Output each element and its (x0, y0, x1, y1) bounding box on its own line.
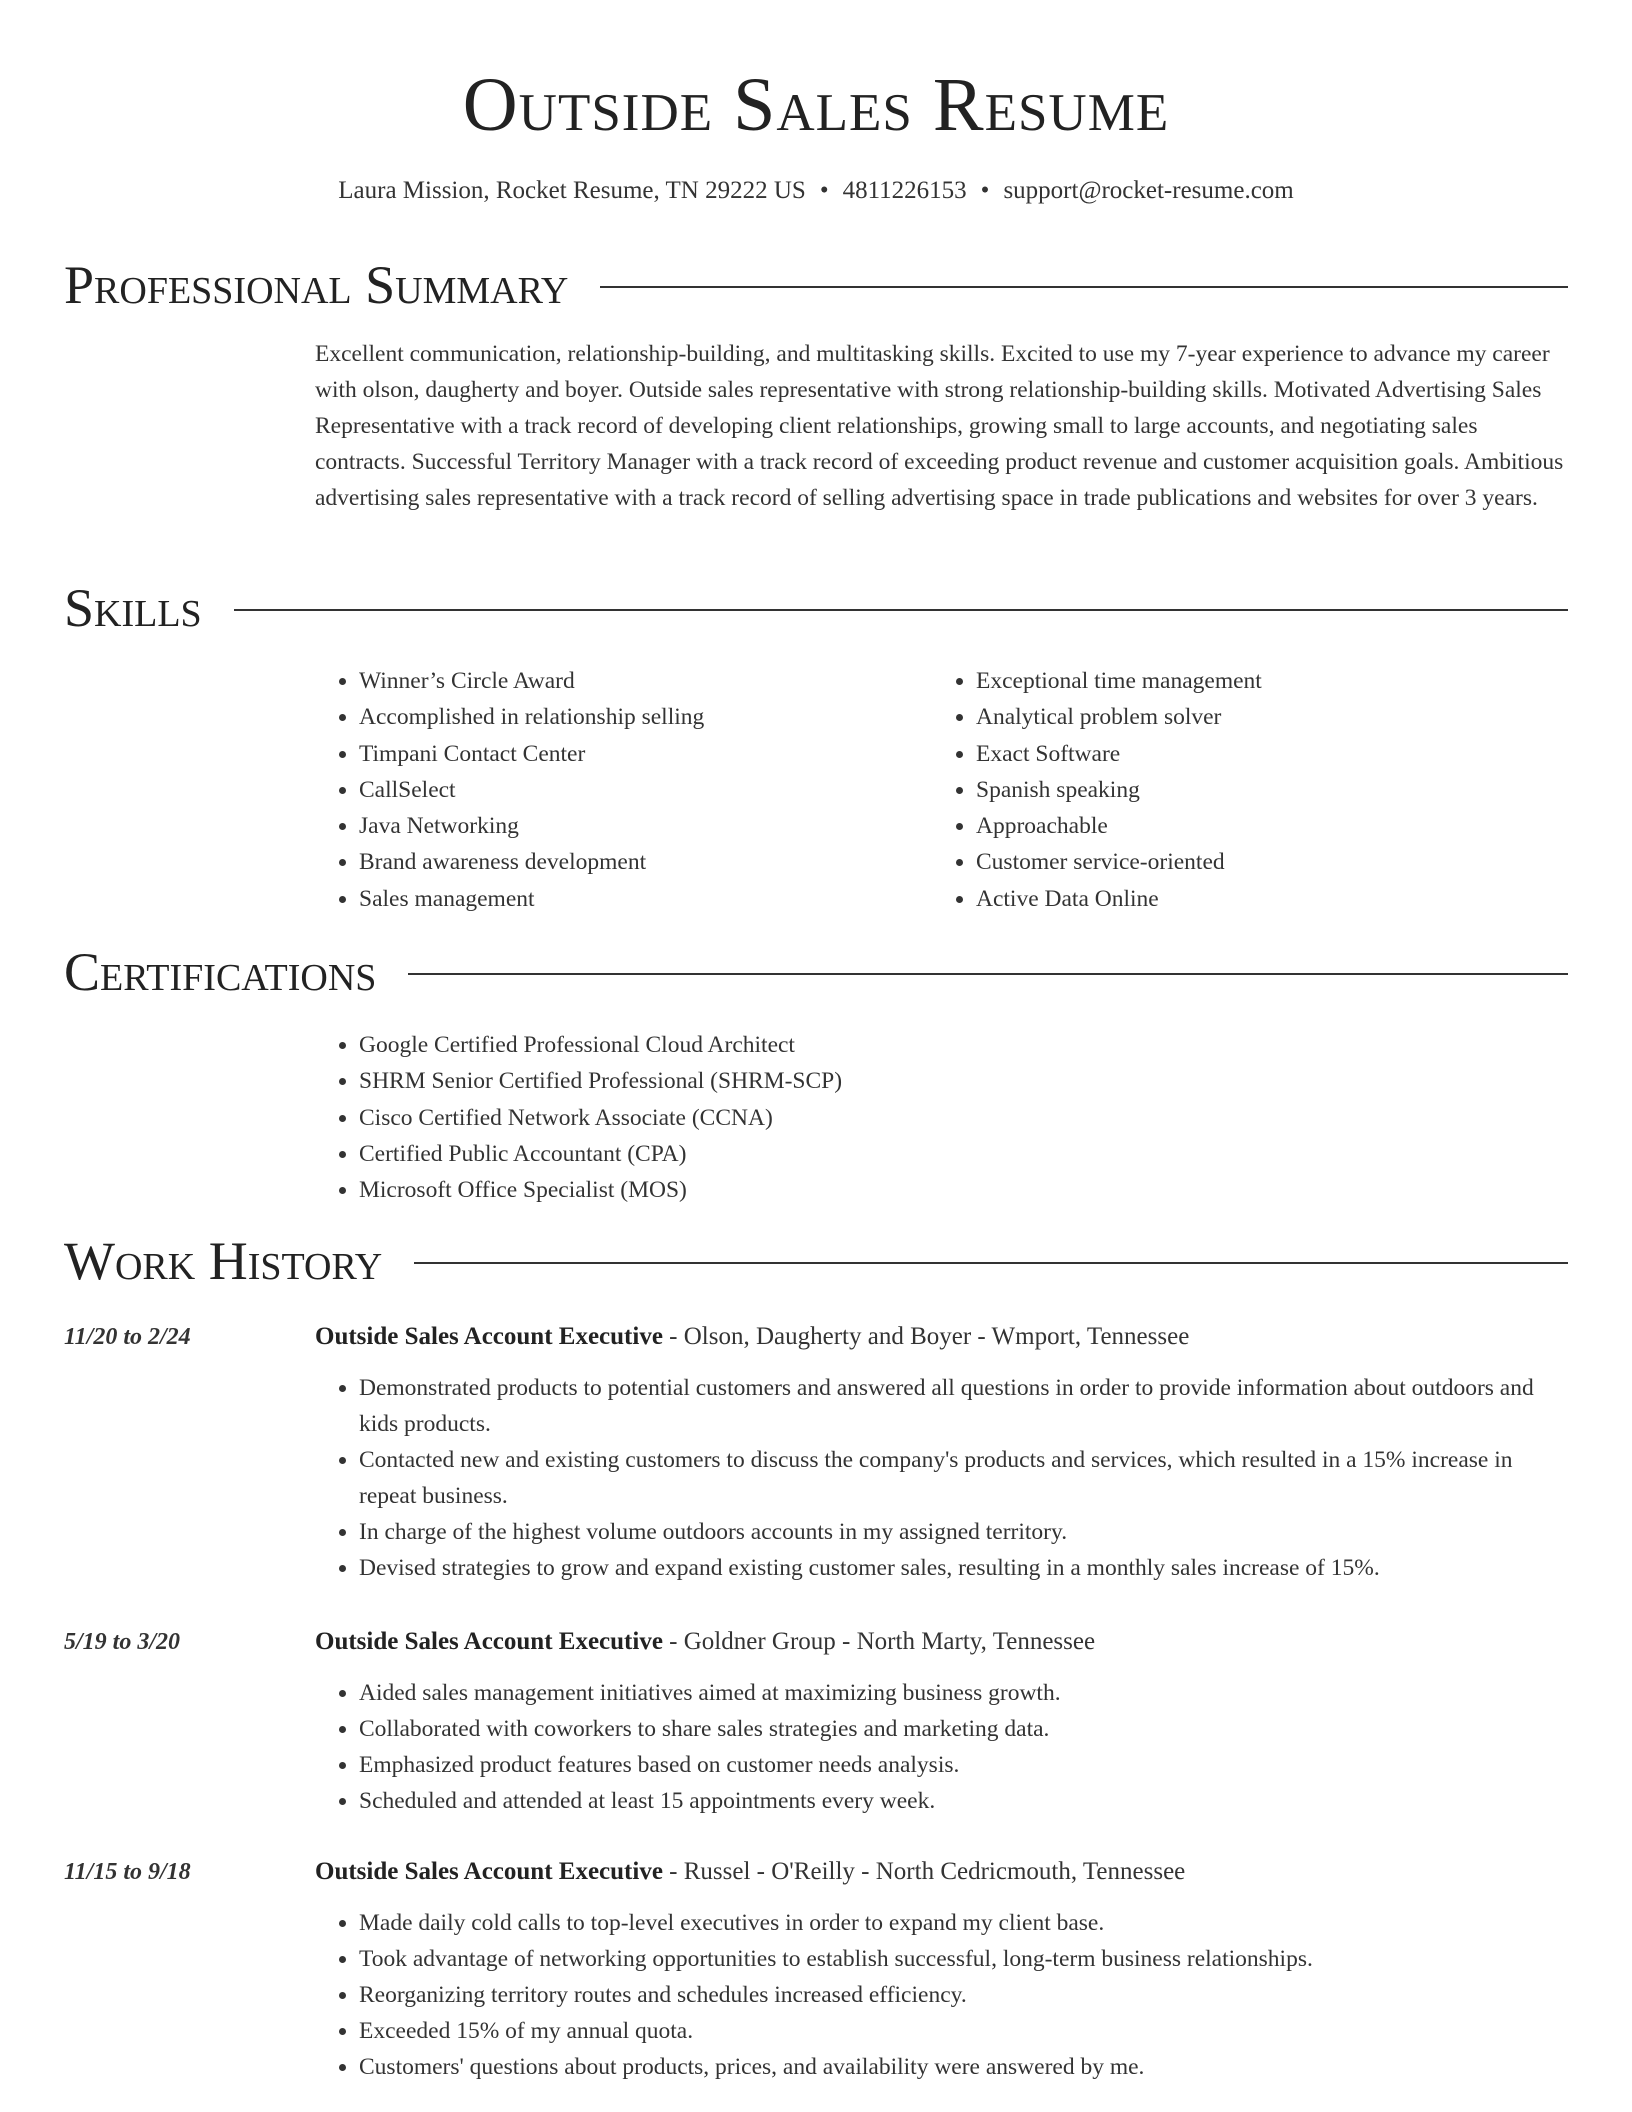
skill-item: • Exceptional time management (976, 663, 1552, 699)
certification-item: • SHRM Senior Certified Professional (SHRM-SCP) (359, 1063, 1215, 1099)
contact-line (0, 174, 1632, 208)
certification-item: • Google Certified Professional Cloud Architect (359, 1027, 1215, 1063)
job-duties (315, 1370, 1568, 1586)
skill-item: • Analytical problem solver (976, 699, 1552, 735)
duty-item: • Collaborated with coworkers to share sales strategies and marketing data. (359, 1711, 1568, 1747)
job-title: Outside Sales Account Executive (315, 1323, 663, 1350)
duty-item: • Reorganizing territory routes and schedules increased efficiency. (359, 1977, 1568, 2013)
job-role-line (315, 1855, 1568, 1889)
section-divider (600, 286, 1568, 288)
duty-item: • Devised strategies to grow and expand existing customer sales, resulting in a monthly sales increase of 15%. (359, 1550, 1568, 1586)
certification-item: • Certified Public Accountant (CPA) (359, 1136, 1215, 1172)
skill-item: • Spanish speaking (976, 772, 1552, 808)
duty-item: • Customers' questions about products, prices, and availability were answered by me. (359, 2049, 1568, 2085)
resume-title: Outside Sales Resume (462, 63, 1170, 147)
section-divider (408, 973, 1568, 975)
duty-item: • Took advantage of networking opportunities to establish successful, long-term business relationships. (359, 1941, 1568, 1977)
section-divider (234, 609, 1568, 611)
skill-item: • Active Data Online (976, 881, 1552, 917)
job-employer: - Olson, Daugherty and Boyer - Wmport, Tennessee (662, 1323, 1190, 1350)
skill-item: • Accomplished in relationship selling (359, 699, 875, 735)
job-duties (315, 1675, 1568, 1819)
skill-item: • Java Networking (359, 808, 875, 844)
job-title: Outside Sales Account Executive (315, 1628, 663, 1655)
work-history-section-header (64, 1231, 1568, 1291)
duty-item: • Emphasized product features based on customer needs analysis. (359, 1747, 1568, 1783)
skills-column-right (932, 663, 1552, 917)
certifications-section-header (64, 942, 1568, 1002)
skill-item: • Timpani Contact Center (359, 736, 875, 772)
contact-email: support@rocket-resume.com (1003, 177, 1294, 204)
duty-item: • Made daily cold calls to top-level executives in order to expand my client base. (359, 1905, 1568, 1941)
duty-item: • Contacted new and existing customers to discuss the company's products and services, which resulted in a 15% increase in repeat business. (359, 1442, 1568, 1514)
skill-item: • Customer service-oriented (976, 844, 1552, 880)
duty-item: • In charge of the highest volume outdoors accounts in my assigned territory. (359, 1514, 1568, 1550)
duty-item: • Exceeded 15% of my annual quota. (359, 2013, 1568, 2049)
skill-item: • CallSelect (359, 772, 875, 808)
certification-item: • Microsoft Office Specialist (MOS) (359, 1172, 1215, 1208)
skill-item: • Exact Software (976, 736, 1552, 772)
skill-item: • Approachable (976, 808, 1552, 844)
summary-heading: Professional Summary (64, 255, 569, 315)
skills-heading: Skills (64, 578, 202, 638)
skills-column-left (315, 663, 875, 917)
duty-item: • Aided sales management initiatives aimed at maximizing business growth. (359, 1675, 1568, 1711)
contact-separator: • (819, 177, 829, 204)
work-history-heading: Work History (64, 1231, 383, 1291)
contact-phone: 4811226153 (842, 177, 967, 204)
job-dates: 11/20 to 2/24 (64, 1324, 191, 1350)
skill-item: • Brand awareness development (359, 844, 875, 880)
skill-item: • Winner’s Circle Award (359, 663, 875, 699)
job-duties (315, 1905, 1568, 2085)
certifications-list (315, 1027, 1215, 1208)
contact-address: Laura Mission, Rocket Resume, TN 29222 US (338, 177, 806, 204)
job-dates: 5/19 to 3/20 (64, 1629, 181, 1655)
section-divider (414, 1262, 1568, 1264)
summary-section-header (64, 255, 1568, 315)
duty-item: • Demonstrated products to potential customers and answered all questions in order to provide information about outdoors and kids products. (359, 1370, 1568, 1442)
skills-section-header (64, 578, 1568, 638)
duty-item: • Scheduled and attended at least 15 appointments every week. (359, 1783, 1568, 1819)
job-role-line (315, 1320, 1568, 1354)
contact-separator: • (980, 177, 990, 204)
certifications-heading: Certifications (64, 942, 377, 1002)
certification-item: • Cisco Certified Network Associate (CCNA) (359, 1100, 1215, 1136)
job-employer: - Goldner Group - North Marty, Tennessee (662, 1628, 1096, 1655)
job-dates: 11/15 to 9/18 (64, 1859, 191, 1885)
job-title: Outside Sales Account Executive (315, 1858, 663, 1885)
skill-item: • Sales management (359, 881, 875, 917)
summary-text: Excellent communication, relationship-building, and multitasking skills. Excited to use my 7-year experience to advance my career with olson, daugherty and boyer. Outside sales representative with strong relationship-building skills. Motivated Advertising Sales Representative with a track record of developing client relationships, growing small to large accounts, and negotiating sales contracts. Successful Territory Manager with a track record of exceeding product revenue and customer acquisition goals. Ambitious advertising sales representative with a track record of selling advertising space in trade publications and websites for over 3 years. (315, 341, 1564, 511)
job-role-line (315, 1625, 1568, 1659)
job-employer: - Russel - O'Reilly - North Cedricmouth, Tennessee (662, 1858, 1186, 1885)
